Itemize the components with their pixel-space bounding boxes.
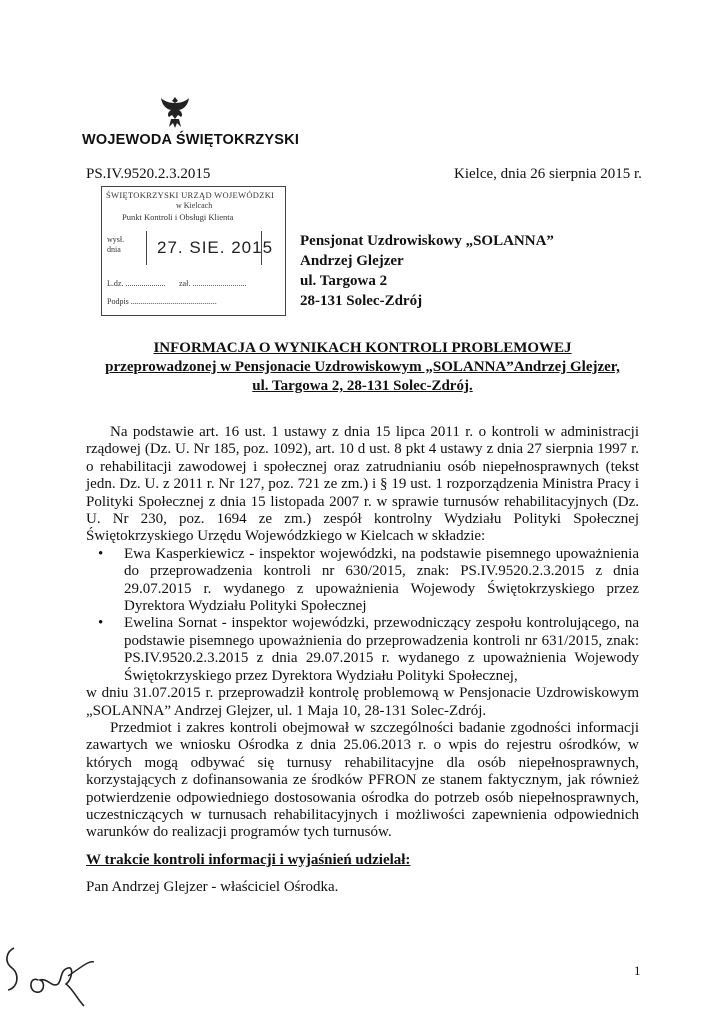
handwritten-initials-icon (0, 940, 110, 1020)
office-name: WOJEWODA ŚWIĘTOKRZYSKI (82, 132, 300, 148)
stamp-wysl-label: wysł. (107, 235, 125, 244)
place-and-date: Kielce, dnia 26 sierpnia 2015 r. (454, 166, 642, 182)
document-title-line-2: przeprowadzonej w Pensjonacie Uzdrowiskowym „SOLANNA”Andrzej Glejzer, (105, 359, 620, 375)
page-number: 1 (634, 963, 641, 978)
info-person: Pan Andrzej Glejzer - właściciel Ośrodka. (86, 879, 339, 895)
body-paragraph-1: Na podstawie art. 16 ust. 1 ustawy z dnia 15 lipca 2011 r. o kontroli w administracji rządowej (Dz. U. Nr 185, poz. 1092), art. 10 d ust. 8 pkt 4 ustawy z dnia 27 sierpnia 1997 r. o rehabilitacji zawodowej i społecznej oraz zatrudnianiu osób niepełnosprawnych (tekst jedn. Dz. U. z 2011 r. Nr 127, poz. 721 ze zm.) i § 19 ust. 1 rozporządzenia Ministra Pracy i Polityki Społecznej z dnia 15 listopada 2007 r. w sprawie turnusów rehabilitacyjnych (Dz. U. Nr 230, poz. 1694 ze zm.) zespół kontrolny Wydziału Polityki Społecznej Świętokrzyskiego Urzędu Wojewódzkiego w Kielcach w składzie: (86, 424, 639, 545)
inspector-2-text: Ewelina Sornat - inspektor wojewódzki, przewodniczący zespołu kontrolującego, na podstawie pisemnego upoważnienia do przeprowadzenia kontroli nr 631/2015, znak: PS.IV.9520.2.3.2015 z dnia 29.07.2015 r. wydanego z upoważnienia Wojewody Świętokrzyskiego przez Dyrektora Wydziału Polityki Społecznej, (124, 615, 639, 684)
stamp-line-2: w Kielcach (176, 201, 213, 210)
bullet-icon: • (98, 545, 104, 562)
addressee-block (300, 231, 554, 311)
inspector-1-text: Ewa Kasperkiewicz - inspektor wojewódzki, na podstawie pisemnego upoważnienia do przeprowadzenia kontroli nr 630/2015, znak: PS.IV.9520.2.3.2015 z dnia 29.07.2015 r. wydanego z upoważnienia Wojewody Świętokrzyskiego przez Dyrektora Wydziału Polityki Społecznej (124, 545, 639, 615)
stamp-dnia-label: dnia (107, 245, 121, 254)
reference-number: PS.IV.9520.2.3.2015 (86, 166, 211, 182)
document-body (86, 424, 639, 842)
addressee-line-4: 28-131 Solec-Zdrój (300, 293, 423, 309)
document-title-line-1: INFORMACJA O WYNIKACH KONTROLI PROBLEMOWEJ (153, 340, 572, 356)
addressee-line-1: Pensjonat Uzdrowiskowy „SOLANNA” (300, 233, 554, 249)
document-title-line-3: ul. Targowa 2, 28-131 Solec-Zdrój. (252, 378, 473, 394)
stamp-ldz: L.dz. .................... (107, 279, 166, 288)
stamp-line-3: Punkt Kontroli i Obsługi Klienta (122, 212, 234, 222)
body-paragraph-2: w dniu 31.07.2015 r. przeprowadził kontrolę problemową w Pensjonacie Uzdrowiskowym „SOLANNA” Andrzej Glejzer, ul. 1 Maja 10, 28-131 Solec-Zdrój. (86, 685, 639, 719)
addressee-line-3: ul. Targowa 2 (300, 273, 388, 289)
body-paragraph-3: Przedmiot i zakres kontroli obejmował w szczególności badanie zgodności informacji zawartych we wniosku Ośrodka z dnia 25.06.2013 r. o wpis do rejestru ośrodków, w których mogą odbywać się turnusy rehabilitacyjne dla osób niepełnosprawnych, korzystających z dofinansowania ze środków PFRON ze stanem faktycznym, jak również potwierdzenie odpowiedniego dostosowania ośrodka do potrzeb osób niepełnosprawnych, uczestniczących w turnusach rehabilitacyjnych i możliwości zapewnienia odpowiednich warunków do realizacji programów tych turnusów. (86, 719, 639, 841)
list-item (86, 546, 639, 616)
stamp-zal: zał. ........................... (179, 279, 247, 288)
bullet-icon: • (98, 615, 104, 632)
stamp-line-1: ŚWIĘTOKRZYSKI URZĄD WOJEWÓDZKI (106, 190, 275, 200)
eagle-emblem-icon (160, 95, 190, 129)
stamp-signature-line: Podpis ........................................... (107, 297, 217, 306)
list-item (86, 615, 639, 685)
stamp-date: 27. SIE. 2015 (157, 238, 274, 257)
addressee-line-2: Andrzej Glejzer (300, 253, 404, 269)
receipt-stamp (101, 186, 286, 316)
info-heading: W trakcie kontroli informacji i wyjaśnień udzielał: (86, 852, 411, 868)
